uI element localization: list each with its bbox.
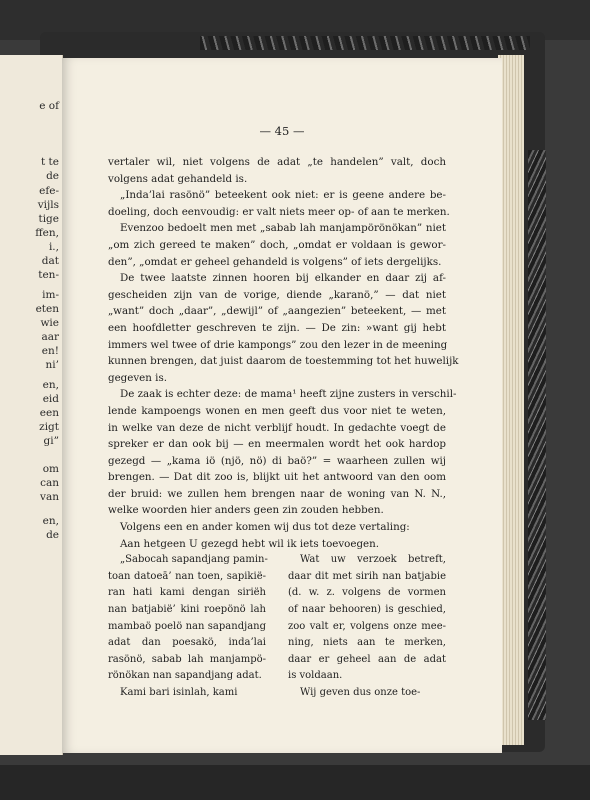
left-page-fragment: ffen, xyxy=(35,227,59,239)
left-page-fragment: i., xyxy=(48,241,59,253)
text-line: „Inda’lai rasönö” beteekent ook niet: er is geene andere be- xyxy=(120,189,446,202)
left-page-fragment: t te xyxy=(41,156,59,168)
page-number: — 45 — xyxy=(259,124,305,138)
text-line: spreker er dan ook bij — en meermalen wordt het ook hardop xyxy=(108,438,446,451)
left-page-fragment: en, xyxy=(42,515,59,527)
text-line: immers wel twee of drie kampongs” zou den lezer in de meening xyxy=(108,338,448,351)
column-original xyxy=(108,552,266,701)
left-page-fragment: tige xyxy=(38,213,59,225)
column-line: Wat uw verzoek betreft, xyxy=(300,554,446,566)
column-line: adat dan poesakö, inda’lai xyxy=(108,637,266,649)
page-text xyxy=(108,154,459,702)
text-line: gescheiden zijn van de vorige, diende „karanö,” — dat niet xyxy=(108,288,446,301)
left-page-fragment: e of xyxy=(39,100,59,112)
text-line: „om zich gereed te maken” doch, „omdat er voldaan is gewor- xyxy=(108,238,446,251)
column-translation xyxy=(288,552,446,701)
left-page-fragment: ten- xyxy=(38,269,59,281)
column-line: mambaö poelö nan sapandjang xyxy=(108,620,266,632)
column-line: ran hati kami dengan siriëh xyxy=(108,587,266,599)
column-line: rönökan nan sapandjang adat. xyxy=(108,670,262,682)
marbled-edge-side xyxy=(528,150,546,720)
left-page-fragment: zigt xyxy=(39,421,59,433)
text-line: volgens adat gehandeld is. xyxy=(108,172,248,185)
book-page xyxy=(62,58,502,753)
column-line: rasönö, sabab lah manjampö- xyxy=(108,653,266,665)
left-page-fragment: wie xyxy=(40,317,59,329)
column-line: nan batjabië’ kini roepönö lah xyxy=(108,604,266,616)
two-column-translation xyxy=(108,552,446,701)
left-page-fragment: can xyxy=(40,477,59,489)
left-page-fragment: een xyxy=(39,407,59,419)
left-page-fragment: dat xyxy=(41,255,59,267)
column-line: is voldaan. xyxy=(288,670,343,682)
text-line: een hoofdletter geschreven te zijn. — De zin: »want gij hebt xyxy=(108,321,446,334)
text-line: doeling, doch eenvoudig: er valt niets meer op- of aan te merken. xyxy=(108,205,450,218)
text-line: Volgens een en ander komen wij dus tot deze vertaling: xyxy=(120,521,410,534)
background-bottom xyxy=(0,765,590,800)
column-line: zoo valt er, volgens onze mee- xyxy=(288,620,446,632)
left-page-fragment: aar xyxy=(41,331,59,343)
left-page-fragment: gi” xyxy=(43,435,59,447)
left-page-fragment: efe- xyxy=(39,185,59,197)
text-line: in welke van deze de nicht verblijf houdt. In gedachte voegt de xyxy=(108,421,446,434)
column-line: ning, niets aan te merken, xyxy=(288,637,446,649)
column-line: daar er geheel aan de adat xyxy=(288,653,446,665)
left-page-fragment: im- xyxy=(42,289,59,301)
body-lines xyxy=(108,154,459,552)
text-line: vertaler wil, niet volgens de adat „te handelen” valt, doch xyxy=(108,156,446,168)
left-page-fragment: van xyxy=(40,491,59,503)
left-page-fragment: vijls xyxy=(37,199,59,211)
text-line: Aan hetgeen U gezegd hebt wil ik iets toevoegen. xyxy=(120,537,380,550)
column-line: „Sabocah sapandjang pamin- xyxy=(120,554,268,566)
text-line: kunnen brengen, dat juist daarom de toestemming tot het huwelijk xyxy=(108,355,459,368)
left-page-fragment: om xyxy=(42,463,59,475)
text-line: Evenzoo bedoelt men met „sabab lah manjampörönökan” niet xyxy=(120,222,446,235)
left-page-fragment: en, xyxy=(42,379,59,391)
column-line: toan datoeā’ nan toen, sapikië- xyxy=(108,570,266,582)
text-line: De zaak is echter deze: de mama¹ heeft zijne zusters in verschil- xyxy=(120,388,457,401)
marbled-edge-top xyxy=(200,36,530,50)
text-line: welke woorden hier anders geen zin zouden hebben. xyxy=(108,504,384,517)
left-page xyxy=(0,55,63,755)
left-page-fragment: en! xyxy=(41,345,59,357)
text-line: „want” doch „daar”, „dewijl” of „aangezien” beteekent, — met xyxy=(108,305,446,318)
left-page-fragment: ni’ xyxy=(45,359,59,371)
column-line: of naar behooren) is geschied, xyxy=(288,604,446,616)
text-line: brengen. — Dat dit zoo is, blijkt uit het antwoord van den oom xyxy=(108,471,446,484)
column-line: Kami bari isinlah, kami xyxy=(120,687,238,698)
column-line: (d. w. z. volgens de vormen xyxy=(288,587,446,599)
text-line: den”, „omdat er geheel gehandeld is volgens” of iets dergelijks. xyxy=(108,255,442,268)
column-line: Wij geven dus onze toe- xyxy=(300,687,421,698)
left-page-fragment: de xyxy=(46,170,59,182)
text-line: De twee laatste zinnen hooren bij elkander en daar zij af- xyxy=(120,272,446,285)
text-line: lende kampoengs wonen en men geeft dus voor niet te weten, xyxy=(108,404,446,417)
text-line: gezegd — „kama iö (njö, nö) di baö?” = waarheen zullen wij xyxy=(108,454,446,467)
left-page-fragment: eid xyxy=(42,393,59,405)
column-line: daar dit met sirih nan batjabie xyxy=(288,570,446,582)
left-page-fragment: de xyxy=(46,529,59,541)
left-page-fragment: eten xyxy=(35,303,59,315)
text-line: der bruid: we zullen hem brengen naar de woning van N. N., xyxy=(108,487,446,500)
text-line: gegeven is. xyxy=(108,371,168,384)
